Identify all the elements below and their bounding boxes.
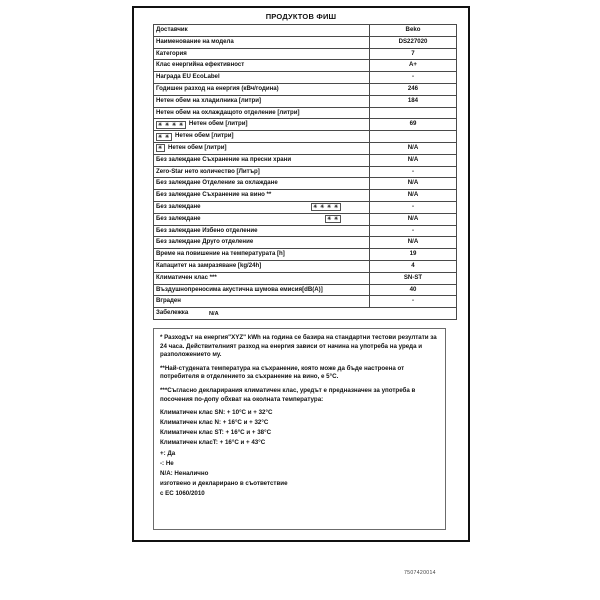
legend-line: -: Не [160, 459, 174, 467]
star-rating-icon: ✳ ✳ [158, 133, 170, 140]
legend-line: +: Да [160, 449, 176, 457]
notes-value: N/A [209, 311, 219, 318]
spec-label-cell: Нетен обем на охлаждащото отделение [литри] [154, 107, 370, 119]
table-row [154, 296, 457, 308]
legend-list [160, 450, 439, 499]
table-row [154, 83, 457, 95]
spec-value-cell: N/A [370, 154, 457, 166]
notes-cell [154, 308, 457, 320]
spec-label-cell: Категория [154, 48, 370, 60]
table-row [154, 284, 457, 296]
spec-label-cell [154, 201, 370, 213]
legend-line: N/A: Неналично [160, 469, 209, 477]
document-code: 7507420014 [404, 570, 436, 576]
spec-label-cell [154, 119, 370, 131]
spec-value-cell: 246 [370, 83, 457, 95]
table-row [154, 260, 457, 272]
table-row [154, 213, 457, 225]
spec-value-cell: 4 [370, 260, 457, 272]
star-rating-icon: ✳ ✳ ✳ ✳ [313, 204, 339, 211]
spec-label-text: Нетен обем [литри] [174, 132, 234, 140]
table-row [154, 190, 457, 202]
spec-value-cell: - [370, 225, 457, 237]
footnotes-box [153, 328, 446, 530]
star-rating-icon: ✳ [158, 145, 163, 152]
table-row [154, 119, 457, 131]
climate-class-line: Климатичен клас ST: + 16°C и + 38°C [160, 429, 272, 437]
table-row [154, 272, 457, 284]
specification-table-body [154, 25, 457, 320]
table-row [154, 225, 457, 237]
climate-class-line: Климатичен класT: + 16°C и + 43°C [160, 439, 266, 447]
legend-line: с ЕС 1060/2010 [160, 489, 205, 497]
table-row [154, 25, 457, 37]
spec-label-cell: Вграден [154, 296, 370, 308]
spec-value-cell: N/A [370, 237, 457, 249]
spec-value-cell: N/A [370, 142, 457, 154]
table-row [154, 201, 457, 213]
table-row [154, 142, 457, 154]
climate-class-line: Климатичен клас N: + 16°C и + 32°C [160, 419, 269, 427]
specification-table [153, 24, 457, 320]
table-row [154, 95, 457, 107]
spec-value-cell: 69 [370, 119, 457, 131]
star-rating-icon: ✳ ✳ [327, 216, 339, 223]
star-rating-icon: ✳ ✳ ✳ ✳ [158, 121, 184, 128]
spec-value-cell: 19 [370, 249, 457, 261]
table-row [154, 178, 457, 190]
spec-value-cell: - [370, 166, 457, 178]
footnote-energy: * Разходът на енергия"XYZ" kWh на година се базира на стандартни тестови резултати за 24 часа. Действителният разход на енергия зависи от начина на употреба на уреда и разположението му. [160, 334, 437, 359]
product-fiche-frame [132, 6, 470, 542]
spec-value-cell: - [370, 201, 457, 213]
footnote-climate-intro: ***Съгласно декларирания климатичен клас, уредът е предназначен за употреба в посочения по-допу обхват на околната температура: [160, 386, 416, 403]
footnote-wine: **Най-студената температура на съхранение, която може да бъде настроена от потребителя в отделението за съхранение на вино, е 5°C. [160, 364, 405, 381]
table-row [154, 36, 457, 48]
table-row [154, 60, 457, 72]
notes-label: Забележка [156, 309, 189, 317]
spec-label-cell [154, 131, 370, 143]
spec-label-cell: Нетен обем на хладилника [литри] [154, 95, 370, 107]
table-row [154, 107, 457, 119]
table-row [154, 166, 457, 178]
spec-value-cell: - [370, 296, 457, 308]
spec-value-cell: - [370, 72, 457, 84]
spec-value-cell [370, 131, 457, 143]
spec-label-cell: Без залеждане Съхранение на вино ** [154, 190, 370, 202]
spec-label-cell: Zero-Star нето количество [Литър] [154, 166, 370, 178]
spec-label-cell: Без залеждане Отделение за охлаждане [154, 178, 370, 190]
spec-label-cell [154, 213, 370, 225]
spec-value-cell: 184 [370, 95, 457, 107]
table-row [154, 48, 457, 60]
spec-label-cell: Наименование на модела [154, 36, 370, 48]
climate-class-list [160, 409, 439, 448]
page-title: ПРОДУКТОВ ФИШ [265, 12, 337, 21]
spec-label-cell [154, 142, 370, 154]
table-row [154, 72, 457, 84]
legend-line: изготвено и декларирано в съответствие [160, 479, 288, 487]
spec-value-cell: N/A [370, 190, 457, 202]
spec-label-cell: Годишен разход на енергия (кВч/година) [154, 83, 370, 95]
spec-value-cell: DS227020 [370, 36, 457, 48]
spec-label-text: Без залеждане [156, 202, 201, 210]
spec-label-cell: Доставчик [154, 25, 370, 37]
table-row [154, 237, 457, 249]
spec-label-text: Нетен обем [литри] [188, 120, 248, 128]
table-row-notes [154, 308, 457, 320]
spec-value-cell: N/A [370, 178, 457, 190]
spec-label-cell: Без залеждане Съхранение на пресни храни [154, 154, 370, 166]
spec-label-cell: Въздушнопреносима акустична шумова емисия[dB(A)] [154, 284, 370, 296]
spec-label-cell: Без залеждане Избено отделение [154, 225, 370, 237]
spec-label-cell: Клас енергийна ефективност [154, 60, 370, 72]
spec-value-cell: N/A [370, 213, 457, 225]
spec-label-cell: Време на повишение на температурата [h] [154, 249, 370, 261]
table-row [154, 249, 457, 261]
spec-value-cell: SN-ST [370, 272, 457, 284]
spec-value-cell: 40 [370, 284, 457, 296]
climate-class-line: Климатичен клас SN: + 10°C и + 32°C [160, 409, 273, 417]
spec-label-cell: Климатичен клас *** [154, 272, 370, 284]
spec-label-text: Нетен обем [литри] [167, 143, 227, 151]
spec-label-cell: Без залеждане Друго отделение [154, 237, 370, 249]
table-row [154, 131, 457, 143]
spec-label-cell: Капацитет на замразяване [kg/24h] [154, 260, 370, 272]
spec-value-cell [370, 107, 457, 119]
spec-value-cell: 7 [370, 48, 457, 60]
spec-value-cell: A+ [370, 60, 457, 72]
spec-label-text: Без залеждане [156, 214, 201, 222]
spec-value-cell: Beko [370, 25, 457, 37]
spec-label-cell: Награда EU EcoLabel [154, 72, 370, 84]
table-row [154, 154, 457, 166]
